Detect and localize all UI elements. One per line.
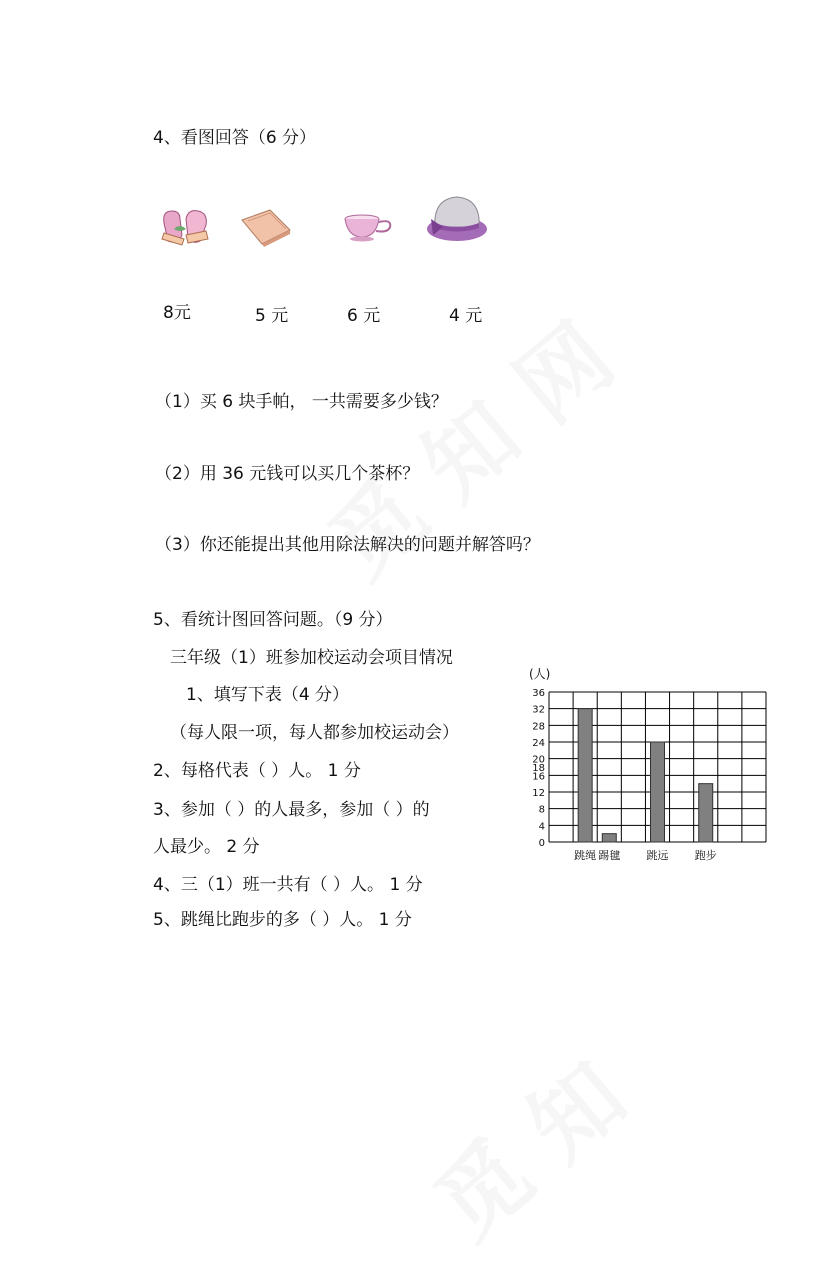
bar-跑步 — [699, 784, 713, 842]
price-teacup: 6 元 — [347, 306, 381, 326]
question-5-3b: 人最少。 2 分 — [153, 837, 260, 857]
bar-跳绳 — [578, 709, 592, 842]
question-5-2: 2、每格代表（ ）人。 1 分 — [153, 761, 361, 781]
question-5-3a: 3、参加（ ）的人最多，参加（ ）的 — [153, 800, 430, 820]
chart-title: 三年级（1）班参加校运动会项目情况 — [170, 648, 453, 668]
y-tick-label: 12 — [532, 788, 545, 799]
x-tick-label: 跑步 — [694, 849, 717, 862]
y-tick-label: 28 — [532, 721, 545, 733]
question-5-1-note: （每人限一项，每人都参加校运动会） — [170, 723, 459, 743]
x-tick-label: 踢毽 — [598, 849, 621, 862]
bar-chart — [520, 660, 780, 870]
handkerchief-icon — [240, 208, 292, 248]
question-5-title: 5、看统计图回答问题。（9 分） — [153, 610, 393, 630]
y-tick-label: 8 — [538, 804, 545, 816]
y-axis-label: (人) — [529, 667, 551, 681]
y-tick-label: 20 — [532, 754, 545, 766]
question-4-1: （1）买 6 块手帕， 一共需要多少钱？ — [155, 392, 448, 412]
question-4-3: （3）你还能提出其他用除法解决的问题并解答吗？ — [155, 535, 540, 555]
x-tick-label: 跳绳 — [574, 849, 597, 862]
price-handkerchief: 5 元 — [255, 306, 289, 326]
y-tick-label: 32 — [532, 704, 545, 716]
y-tick-label: 36 — [532, 688, 545, 699]
hat-icon — [425, 193, 489, 245]
gloves-icon — [158, 205, 212, 249]
x-tick-label: 跳远 — [646, 849, 669, 862]
question-5-1: 1、填写下表（4 分） — [186, 685, 350, 705]
question-5-4: 4、三（1）班一共有（ ）人。 1 分 — [153, 875, 423, 895]
y-tick-label: 16 — [532, 771, 545, 783]
teacup-icon — [342, 213, 396, 243]
question-5-5: 5、跳绳比跑步的多（ ）人。 1 分 — [153, 910, 412, 930]
y-tick-label: 4 — [538, 821, 545, 833]
watermark — [403, 1027, 648, 1262]
bar-踢毽 — [602, 834, 616, 842]
y-tick-label: 24 — [532, 738, 545, 749]
y-tick-label: 18 — [532, 763, 545, 774]
price-gloves: 8元 — [163, 303, 191, 323]
bar-跳远 — [651, 742, 665, 842]
y-tick-label: 0 — [538, 838, 545, 849]
price-hat: 4 元 — [449, 306, 483, 326]
question-4-2: （2）用 36 元钱可以买几个茶杯？ — [155, 464, 420, 484]
question-4-title: 4、看图回答（6 分） — [153, 128, 317, 148]
